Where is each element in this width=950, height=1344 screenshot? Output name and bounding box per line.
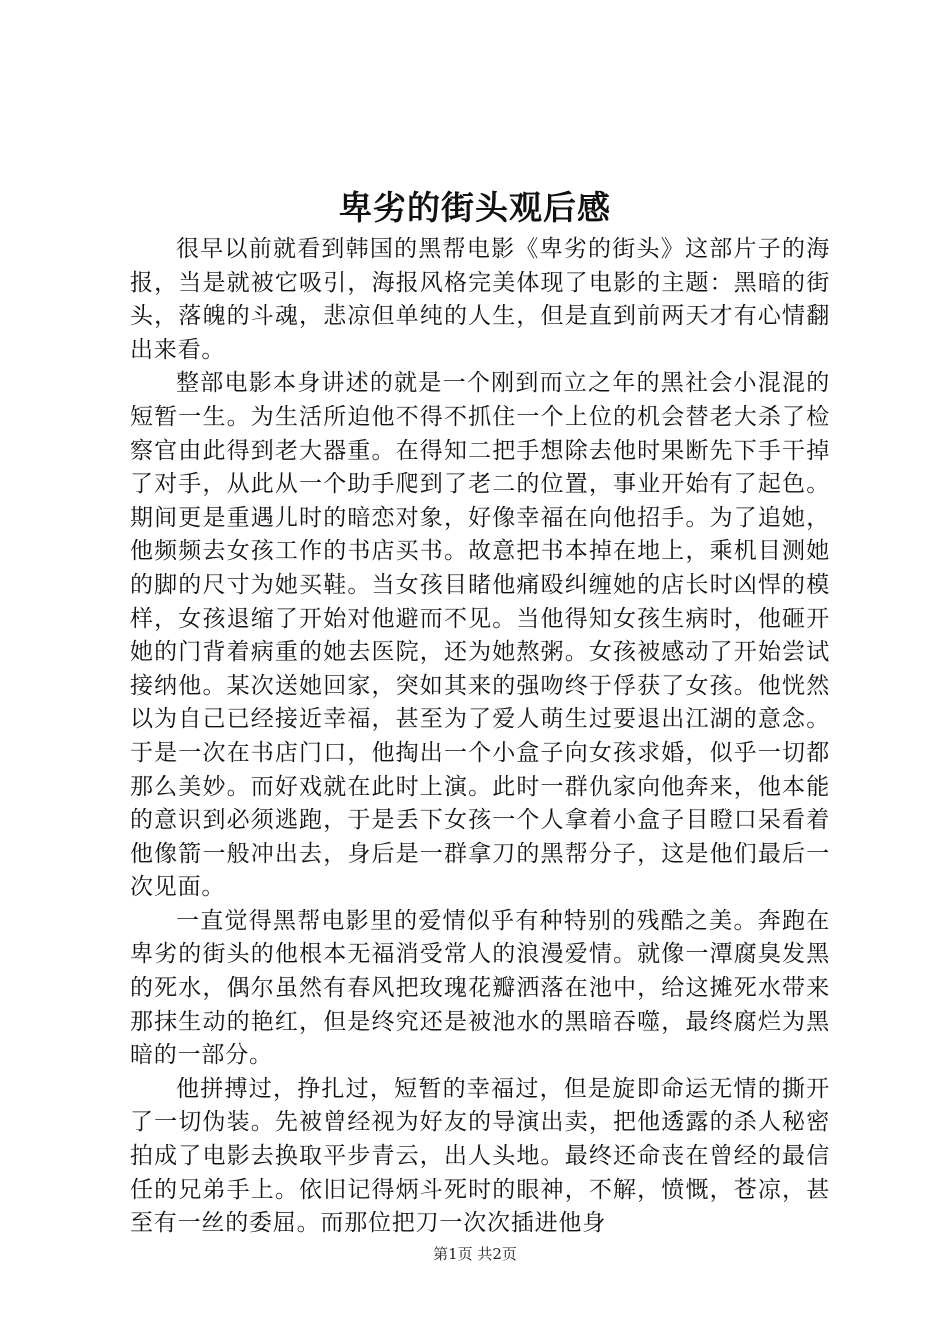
paragraph-4: 他拼搏过，挣扎过，短暂的幸福过，但是旋即命运无情的撕开了一切伪装。先被曾经视为好友的导演出卖，把他透露的杀人秘密拍成了电影去换取平步青云，出人头地。最终还命丧在曾经的最信任的兄弟手上。依旧记得炳斗死时的眼神，不解，愤慨，苍凉，甚至有一丝的委屈。而那位把刀一次次插进他身 bbox=[130, 1075, 830, 1237]
document-title: 卑劣的街头观后感 bbox=[339, 188, 611, 227]
page-footer: 第1页 共2页 bbox=[433, 1245, 517, 1263]
document-body bbox=[130, 233, 830, 1241]
paragraph-3: 一直觉得黑帮电影里的爱情似乎有种特别的残酷之美。奔跑在卑劣的街头的他根本无福消受常人的浪漫爱情。就像一潭腐臭发黑的死水，偶尔虽然有春风把玫瑰花瓣洒落在池中，给这摊死水带来那抹生动的艳红，但是终究还是被池水的黑暗吞噬，最终腐烂为黑暗的一部分。 bbox=[130, 907, 830, 1069]
paragraph-2: 整部电影本身讲述的就是一个刚到而立之年的黑社会小混混的短暂一生。为生活所迫他不得不抓住一个上位的机会替老大杀了检察官由此得到老大器重。在得知二把手想除去他时果断先下手干掉了对手，从此从一个助手爬到了老二的位置，事业开始有了起色。期间更是重遇儿时的暗恋对象，好像幸福在向他招手。为了追她，他频频去女孩工作的书店买书。故意把书本掉在地上，乘机目测她的脚的尺寸为她买鞋。当女孩目睹他痛殴纠缠她的店长时凶悍的模样，女孩退缩了开始对他避而不见。当他得知女孩生病时，他砸开她的门背着病重的她去医院，还为她熬粥。女孩被感动了开始尝试接纳他。某次送她回家，突如其来的强吻终于俘获了女孩。他恍然以为自己已经接近幸福，甚至为了爱人萌生过要退出江湖的意念。于是一次在书店门口，他掏出一个小盒子向女孩求婚，似乎一切都那么美妙。而好戏就在此时上演。此时一群仇家向他奔来，他本能的意识到必须逃跑，于是丢下女孩一个人拿着小盒子目瞪口呆看着他像箭一般冲出去，身后是一群拿刀的黑帮分子，这是他们最后一次见面。 bbox=[130, 370, 830, 901]
paragraph-1: 很早以前就看到韩国的黑帮电影《卑劣的街头》这部片子的海报，当是就被它吸引，海报风格完美体现了电影的主题：黑暗的街头，落魄的斗魂，悲凉但单纯的人生，但是直到前两天才有心情翻出来看。 bbox=[130, 236, 830, 363]
